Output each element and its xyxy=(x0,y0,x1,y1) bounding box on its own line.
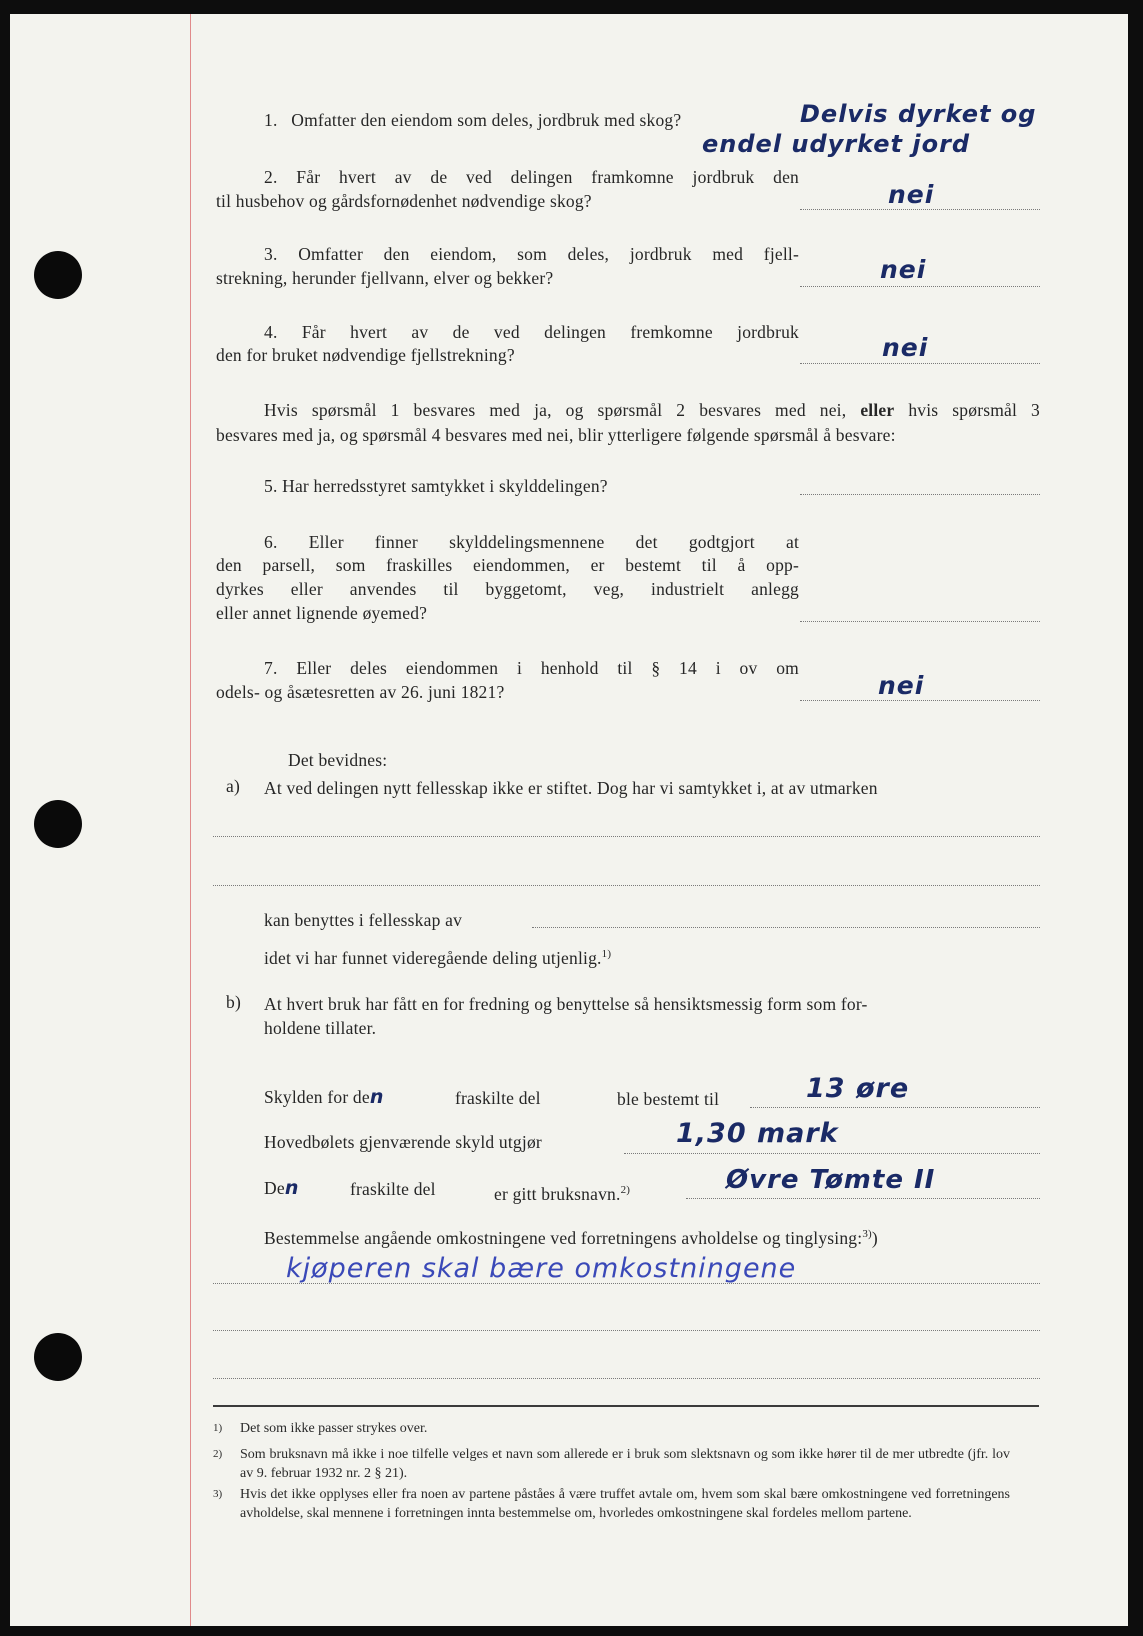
skyld-line-4: Bestemmelse angående omkostningene ved forretningens avholdelse og tinglysing:$^{3)}$) xyxy=(264,1227,878,1248)
item-a-text: At ved delingen nytt fellesskap ikke er stiftet. Dog har vi samtykket i, at av utmarken xyxy=(264,778,878,798)
question-6-line-4: eller annet lignende øyemed? xyxy=(216,603,428,623)
answer-line-5 xyxy=(800,494,1040,495)
answer-3: nei xyxy=(880,255,927,284)
blank-line xyxy=(213,1330,1040,1331)
item-a-label: a) xyxy=(226,776,240,796)
footnote-3: 3) Hvis det ikke opplyses eller fra noen av partene påståes å være truffet avtale om, hvem som skal bære omkostningene ved forretningens avholdelse, skal mennene i forretningen innta bestemmelse om, hvorledes omkostningene skal fordeles mellom partene. xyxy=(213,1487,1010,1521)
skyld-line-1-part: ble bestemt til xyxy=(617,1089,720,1109)
footnote-1: 1) Det som ikke passer strykes over. xyxy=(213,1421,428,1436)
blank-line xyxy=(213,1378,1040,1379)
footnote-2: 2) Som bruksnavn må ikke i noe tilfelle velges et navn som allerede er i bruk som slektsnavn og som ikke hører til de mer utbredte (jfr. lov av 9. februar 1932 nr. 2 § 21). xyxy=(213,1447,1010,1481)
question-4-line-2: den for bruket nødvendige fjellstrekning? xyxy=(216,345,515,365)
blank-line xyxy=(532,927,1040,928)
answer-1-line-2: endel udyrket jord xyxy=(702,130,971,158)
footnote-separator xyxy=(213,1405,1039,1407)
answer-line-bruksnavn xyxy=(686,1198,1040,1199)
answer-1-line-1: Delvis dyrket og xyxy=(800,100,1037,128)
item-a-continuation-2: idet vi har funnet videregående deling utjenlig.$^{1)}$ xyxy=(264,947,612,968)
question-6-line-2: den parsell, som fraskilles eiendommen, er bestemt til å opp- xyxy=(216,555,799,575)
bruksnavn-answer: Øvre Tømte II xyxy=(726,1165,936,1195)
question-2-line-1: 2. Får hvert av de ved delingen framkomne jordbruk den xyxy=(264,167,799,187)
skyld-answer: 13 øre xyxy=(806,1073,910,1104)
blank-line xyxy=(213,885,1040,886)
question-6-line-3: dyrkes eller anvendes til byggetomt, veg, industrielt anlegg xyxy=(216,579,799,599)
margin-rule xyxy=(190,14,191,1626)
skyld-line-3: Den xyxy=(264,1177,300,1199)
item-a-continuation: kan benyttes i fellesskap av xyxy=(264,910,463,930)
punch-hole xyxy=(34,1333,82,1381)
question-3-line-2: strekning, herunder fjellvann, elver og bekker? xyxy=(216,268,554,288)
question-7-line-1: 7. Eller deles eiendommen i henhold til § 14 i ov om xyxy=(264,658,799,678)
item-b-label: b) xyxy=(226,992,241,1012)
conditional-line-1: Hvis spørsmål 1 besvares med ja, og spørsmål 2 besvares med nei, eller hvis spørsmål 3 xyxy=(264,400,1040,420)
question-7-line-2: odels- og åsætesretten av 26. juni 1821? xyxy=(216,682,505,702)
answer-line-6 xyxy=(800,621,1040,622)
answer-4: nei xyxy=(882,333,929,362)
answer-line-hovedbol xyxy=(624,1153,1040,1154)
item-b-line-2: holdene tillater. xyxy=(264,1018,377,1038)
answer-line-3 xyxy=(800,286,1040,287)
skyld-line-2: Hovedbølets gjenværende skyld utgjør xyxy=(264,1132,542,1152)
omkostninger-answer: kjøperen skal bære omkostningene xyxy=(286,1253,797,1284)
question-2-line-2: til husbehov og gårdsfornødenhet nødvendige skog? xyxy=(216,191,592,211)
question-4-line-1: 4. Får hvert av de ved delingen fremkomne jordbruk xyxy=(264,322,799,342)
skyld-line-1: Skylden for den xyxy=(264,1086,385,1108)
item-b-line-1: At hvert bruk har fått en for fredning og benyttelse så hensiktsmessig form som for- xyxy=(264,994,868,1014)
answer-line-4 xyxy=(800,363,1040,364)
hovedbol-answer: 1,30 mark xyxy=(676,1118,839,1149)
question-3-line-1: 3. Omfatter den eiendom, som deles, jordbruk med fjell- xyxy=(264,244,799,264)
question-5: 5. Har herredsstyret samtykket i skylddelingen? xyxy=(264,476,608,496)
skyld-line-3-part: er gitt bruksnavn.$^{2)}$ xyxy=(494,1183,631,1204)
answer-line-7 xyxy=(800,700,1040,701)
blank-line xyxy=(213,836,1040,837)
blank-line xyxy=(213,1283,1040,1284)
answer-line-skyld xyxy=(750,1107,1040,1108)
answer-7: nei xyxy=(878,671,925,700)
conditional-line-2: besvares med ja, og spørsmål 4 besvares med nei, blir ytterligere følgende spørsmål å besvare: xyxy=(216,425,896,445)
skyld-line-1-part: fraskilte del xyxy=(455,1088,541,1108)
answer-2: nei xyxy=(888,180,935,209)
question-1: 1. Omfatter den eiendom som deles, jordbruk med skog? xyxy=(264,110,682,130)
answer-line-2 xyxy=(800,209,1040,210)
skyld-line-3-part: fraskilte del xyxy=(350,1179,436,1199)
bevidnes-heading: Det bevidnes: xyxy=(288,750,388,770)
question-6-line-1: 6. Eller finner skylddelingsmennene det godtgjort at xyxy=(264,532,800,552)
punch-hole xyxy=(34,800,82,848)
punch-hole xyxy=(34,251,82,299)
